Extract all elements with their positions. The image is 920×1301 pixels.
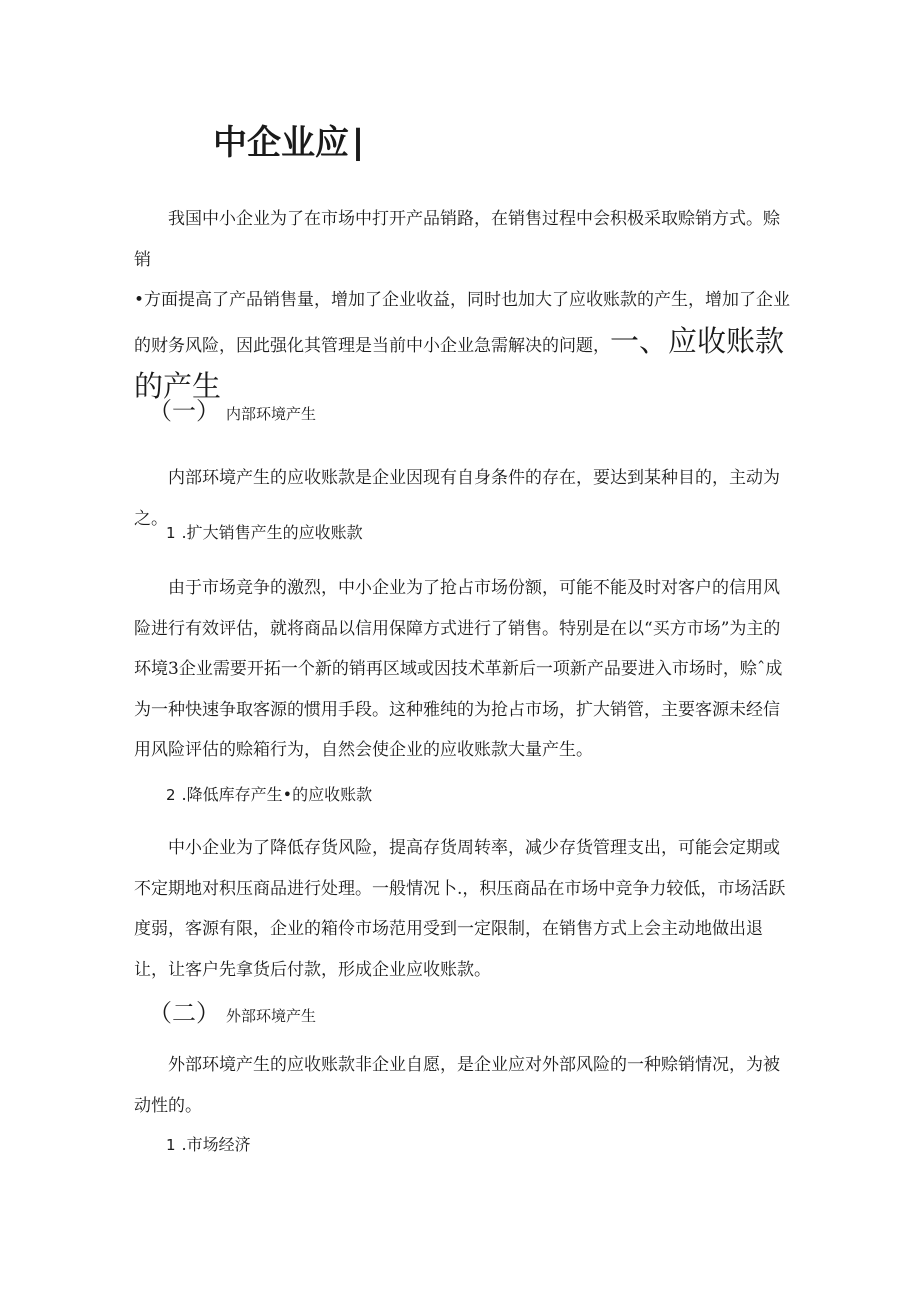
subsection-1-1-title: .扩大销售产生的应收账款 xyxy=(181,523,363,542)
section-2-paragraph: 外部环境产生的应收账款非企业自愿，是企业应对外部风险的一种赊销情况，为被动性的。 xyxy=(134,1055,780,1116)
subsection-1-1-paragraph: 由于市场竞争的激烈，中小企业为了抢占市场份额，可能不能及时对客户的信用风险进行有效评估，就将商品以信用保障方式进行了销售。特别是在以“买方市场”为主的环境3企业需要开拓一个新的销再区域或因技术革新后一项新产品要进入市场时，赊ˆ成为一种快速争取客源的惯用手段。这种雅纯的为抢占市场，扩大销管，主要客源未经信用风险评估的赊箱行为，自然会使企业的应收账款大量产生。 xyxy=(134,578,783,760)
chapter-heading-part1: 一、应收账款 xyxy=(610,323,785,358)
subsection-1-1-heading xyxy=(166,518,363,548)
intro-paragraph xyxy=(134,199,794,406)
subsection-1-2-number: 2 xyxy=(166,786,176,804)
section-heading-1 xyxy=(148,396,316,429)
section-heading-2 xyxy=(148,998,316,1031)
subsection-2-1-title: .市场经济 xyxy=(181,1135,251,1154)
intro-line-1: 我国中小企业为了在市场中打开产品销路，在销售过程中会积极采取赊销方式。赊销 xyxy=(134,209,780,270)
section-2-title: 外部环境产生 xyxy=(226,1007,317,1025)
intro-line-3-text: 的财务风险，因此强化其管理是当前中小企业急需解决的问题， xyxy=(134,335,610,356)
chapter-heading-part2: 的产生 xyxy=(134,369,222,403)
document-title: 中企业应∣ xyxy=(213,123,366,163)
subsection-2-1-heading xyxy=(166,1130,251,1160)
section-2-number: （二） xyxy=(148,999,220,1027)
subsection-2-1-number: 1 xyxy=(166,1136,176,1154)
subsection-1-2-title: .降低库存产生•的应收账款 xyxy=(181,785,373,804)
intro-line-3 xyxy=(134,321,794,367)
subsection-1-2-paragraph: 中小企业为了降低存货风险，提高存货周转率，减少存货管理支出，可能会定期或不定期地对积压商品进行处理。一般情况卜.，积压商品在市场中竞争力较低，市场活跃度弱，客源有限，企业的箱伶市场范用受到一定限制，在销售方式上会主动地做出退让，让客户先拿货后付款，形成企业应收账款。 xyxy=(134,838,786,980)
section-1-paragraph: 内部环境产生的应收账款是企业因现有自身条件的存在，要达到某种目的，主动为之。 xyxy=(134,468,780,529)
subsection-1-1-number: 1 xyxy=(166,524,176,542)
subsection-1-2-heading xyxy=(166,780,372,810)
section-1-number: （一） xyxy=(148,397,220,425)
intro-line-2: •方面提高了产品销售量，增加了企业收益，同时也加大了应收账款的产生，增加了企业 xyxy=(134,290,791,310)
section-1-title: 内部环境产生 xyxy=(226,405,317,423)
